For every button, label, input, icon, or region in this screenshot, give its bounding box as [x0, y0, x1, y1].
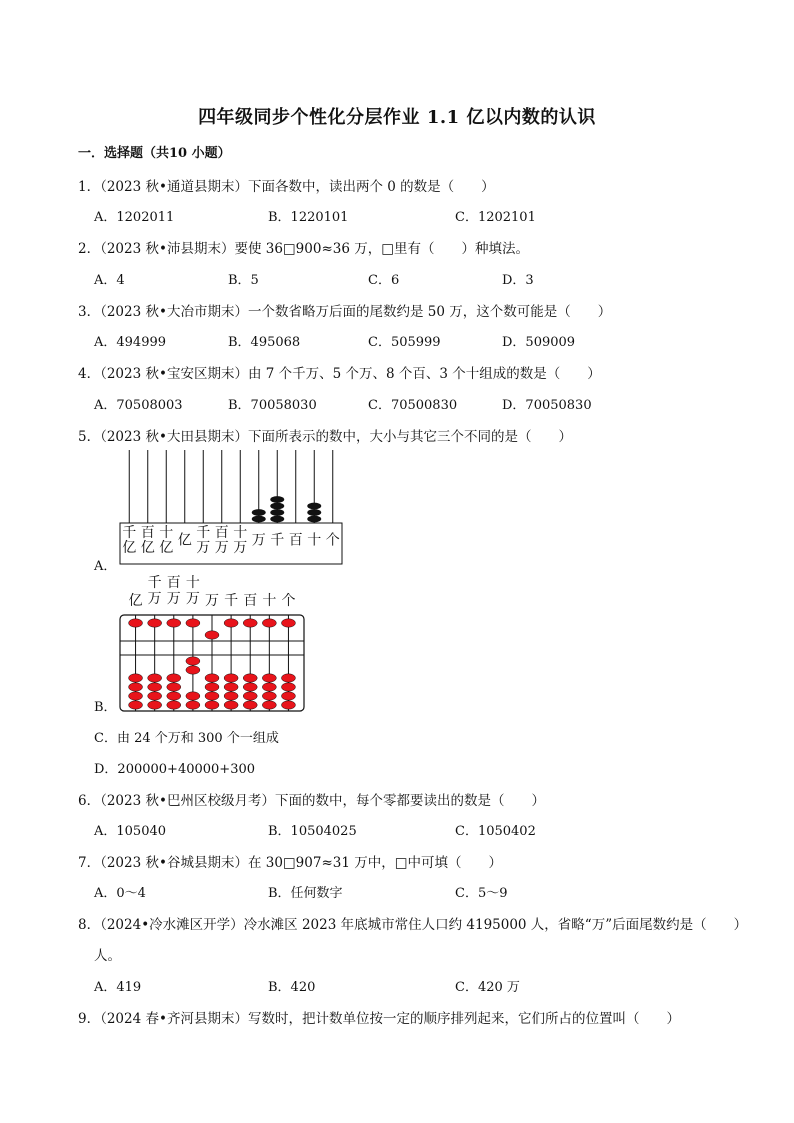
- q3-option-b: B．495068: [228, 335, 301, 350]
- q5-option-d: D．200000+40000+300: [94, 762, 256, 777]
- abacus-lower-bead: [148, 674, 162, 682]
- abacus-place-label: 亿: [128, 593, 143, 609]
- q3-option-d: D．509009: [502, 335, 576, 350]
- abacus-lower-bead: [281, 701, 295, 709]
- abacus-lower-bead: [129, 683, 143, 691]
- abacus-lower-bead: [224, 692, 238, 700]
- abacus-lower-bead: [129, 674, 143, 682]
- q5-option-c: C．由 24 个万和 300 个一组成: [94, 731, 279, 746]
- bead: [307, 503, 321, 510]
- bead: [307, 516, 321, 523]
- bead: [270, 516, 284, 523]
- abacus-lower-bead: [148, 692, 162, 700]
- abacus-lower-bead: [224, 674, 238, 682]
- q6-option-b: B．10504025: [268, 824, 357, 839]
- place-label: 十亿: [159, 525, 174, 556]
- q3-option-c: C．505999: [368, 335, 441, 350]
- bead: [270, 503, 284, 510]
- abacus-place-label: 万: [205, 593, 219, 609]
- q6-option-a: A．105040: [94, 824, 167, 839]
- question-7-stem: 7．（2023 秋•谷城县期末）在 30□907≈31 万中，□中可填（ ）: [78, 855, 502, 871]
- place-label: 万: [251, 532, 266, 549]
- abacus-place-label: 百: [243, 593, 258, 609]
- question-1-stem: 1．（2023 秋•通道县期末）下面各数中，读出两个 0 的数是（ ）: [78, 179, 495, 195]
- q5-option-a: A．: [94, 559, 117, 574]
- place-label: 百万: [214, 525, 229, 556]
- bead: [307, 509, 321, 516]
- question-4-stem: 4．（2023 秋•宝安区期末）由 7 个千万、5 个万、8 个百、3 个十组成的数是（ ）: [78, 366, 601, 382]
- q1-option-a: A．1202011: [94, 210, 175, 225]
- q2-option-a: A．4: [94, 273, 125, 288]
- abacus-lower-bead: [205, 692, 219, 700]
- q3-option-a: A．494999: [94, 335, 167, 350]
- bead: [252, 516, 266, 523]
- abacus-lower-bead: [167, 701, 181, 709]
- abacus-lower-bead: [281, 692, 295, 700]
- abacus-lower-bead: [129, 701, 143, 709]
- q2-option-c: C．6: [368, 273, 400, 288]
- question-5-stem: 5．（2023 秋•大田县期末）下面所表示的数中，大小与其它三个不同的是（ ）: [78, 429, 572, 445]
- abacus-lower-bead: [129, 692, 143, 700]
- question-6-stem: 6．（2023 秋•巴州区校级月考）下面的数中，每个零都要读出的数是（ ）: [78, 793, 545, 809]
- q4-option-a: A．70508003: [94, 398, 183, 413]
- abacus-lower-bead: [262, 701, 276, 709]
- abacus-lower-bead: [186, 657, 200, 665]
- question-9-stem: 9．（2024 春•齐河县期末）写数时，把计数单位按一定的顺序排列起来，它们所占的位置叫（ ）: [78, 1011, 680, 1027]
- abacus-place-label: 百万: [166, 575, 181, 607]
- question-3-stem: 3．（2023 秋•大冶市期末）一个数省略万后面的尾数约是 50 万，这个数可能是（ ）: [78, 304, 612, 320]
- page-title: 四年级同步个性化分层作业 1.1 亿以内数的认识: [198, 107, 596, 128]
- abacus-lower-bead: [243, 701, 257, 709]
- abacus-lower-bead: [167, 692, 181, 700]
- bead: [252, 509, 266, 516]
- abacus-place-label: 千: [224, 593, 239, 609]
- abacus-lower-bead: [148, 683, 162, 691]
- counting-frame-a: [118, 448, 348, 568]
- bead: [270, 496, 284, 503]
- abacus-place-label: 千万: [147, 575, 162, 607]
- place-label: 十: [307, 532, 322, 549]
- abacus-lower-bead: [205, 701, 219, 709]
- question-8-stem: 8．（2024•冷水滩区开学）冷水滩区 2023 年底城市常住人口约 4195000 人，省略“万”后面尾数约是（ ）: [78, 917, 748, 933]
- q2-option-b: B．5: [228, 273, 259, 288]
- place-label: 千亿: [122, 525, 137, 556]
- abacus-upper-bead: [224, 619, 238, 627]
- abacus-lower-bead: [205, 674, 219, 682]
- q2-option-d: D．3: [502, 273, 534, 288]
- q4-option-b: B．70058030: [228, 398, 317, 413]
- abacus-lower-bead: [243, 683, 257, 691]
- q6-option-c: C．1050402: [455, 824, 536, 839]
- abacus-upper-bead: [281, 619, 295, 627]
- q8-option-c: C．420 万: [455, 980, 520, 995]
- abacus-lower-bead: [224, 701, 238, 709]
- abacus-place-label: 十万: [185, 575, 200, 607]
- abacus-upper-bead: [262, 619, 276, 627]
- abacus-upper-bead: [243, 619, 257, 627]
- abacus-upper-bead: [167, 619, 181, 627]
- q8-option-a: A．419: [94, 980, 142, 995]
- abacus-lower-bead: [186, 701, 200, 709]
- abacus-place-label: 个: [281, 593, 296, 609]
- place-label: 千万: [196, 525, 211, 556]
- q4-option-c: C．70500830: [368, 398, 458, 413]
- abacus-lower-bead: [167, 683, 181, 691]
- abacus-upper-bead: [186, 619, 200, 627]
- abacus-lower-bead: [224, 683, 238, 691]
- abacus-lower-bead: [205, 683, 219, 691]
- abacus-upper-bead: [148, 619, 162, 627]
- question-2-stem: 2．（2023 秋•沛县期末）要使 36□900≈36 万，□里有（ ）种填法。: [78, 241, 529, 257]
- abacus-lower-bead: [243, 674, 257, 682]
- q8-option-b: B．420: [268, 980, 316, 995]
- abacus-lower-bead: [167, 674, 181, 682]
- bead: [270, 509, 284, 516]
- q1-option-b: B．1220101: [268, 210, 349, 225]
- abacus-upper-bead: [129, 619, 143, 627]
- abacus-lower-bead: [148, 701, 162, 709]
- abacus-lower-bead: [281, 683, 295, 691]
- place-label: 百: [288, 532, 303, 549]
- q1-option-c: C．1202101: [455, 210, 536, 225]
- abacus-lower-bead: [243, 692, 257, 700]
- abacus-lower-bead: [186, 666, 200, 674]
- q4-option-d: D．70050830: [502, 398, 592, 413]
- place-label: 百亿: [140, 525, 155, 556]
- abacus-b: [114, 575, 309, 715]
- q7-option-c: C．5～9: [455, 886, 508, 901]
- abacus-lower-bead: [262, 692, 276, 700]
- abacus-lower-bead: [262, 674, 276, 682]
- abacus-place-label: 十: [262, 593, 277, 609]
- place-label: 千: [270, 532, 285, 549]
- q7-option-b: B．任何数字: [268, 886, 343, 901]
- abacus-lower-bead: [281, 674, 295, 682]
- place-label: 十万: [233, 525, 248, 556]
- section-heading: 一．选择题（共10 小题）: [78, 146, 231, 161]
- abacus-upper-bead: [205, 631, 219, 639]
- q5-option-b: B．: [94, 700, 117, 715]
- abacus-lower-bead: [186, 692, 200, 700]
- q7-option-a: A．0～4: [94, 886, 146, 901]
- place-label: 亿: [177, 532, 192, 549]
- place-label: 个: [325, 532, 340, 549]
- question-8-stem-cont: 人。: [94, 948, 121, 964]
- abacus-lower-bead: [262, 683, 276, 691]
